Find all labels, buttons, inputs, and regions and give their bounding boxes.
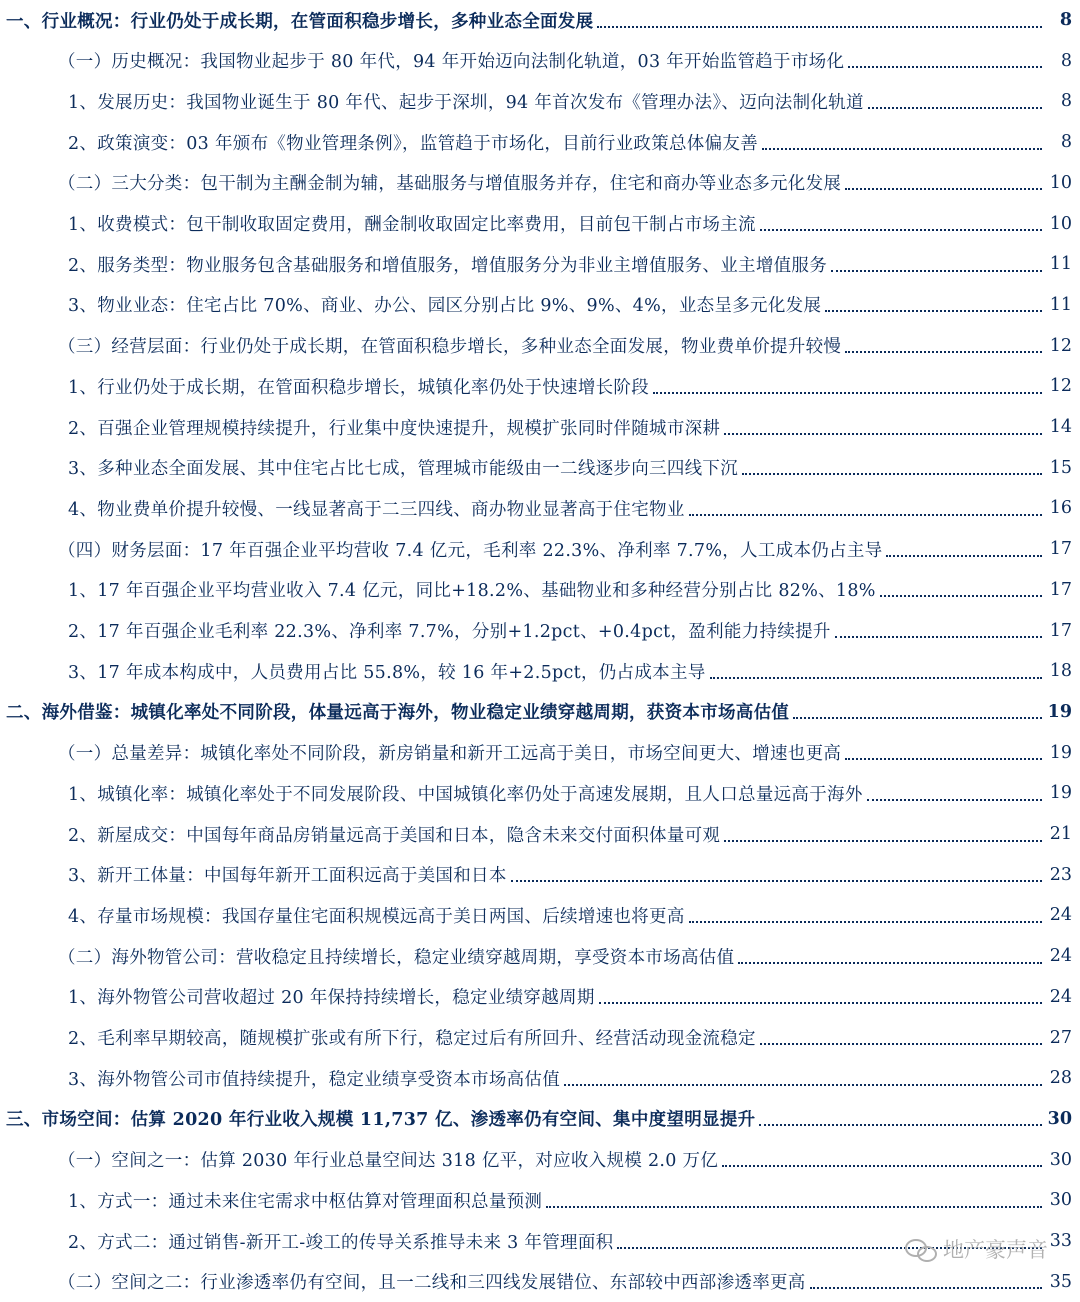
toc-entry-title: 1、发展历史：我国物业诞生于 80 年代、起步于深圳，94 年首次发布《管理办法》、迈向法制化轨道 — [68, 92, 864, 113]
toc-dot-leader — [845, 757, 1042, 760]
toc-entry[interactable] — [0, 1018, 1080, 1058]
toc-entry-title: 二、海外借鉴：城镇化率处不同阶段，体量远高于海外，物业稳定业绩穿越周期，获资本市场高估值 — [6, 703, 790, 724]
toc-dot-leader — [599, 1001, 1042, 1004]
toc-entry[interactable] — [0, 977, 1080, 1017]
toc-page-number: 11 — [1049, 254, 1072, 275]
toc-entry[interactable] — [0, 1140, 1080, 1180]
toc-page-number: 21 — [1049, 824, 1072, 844]
toc-page-number: 16 — [1049, 498, 1072, 519]
toc-page-number: 30 — [1047, 1108, 1072, 1129]
toc-dot-leader — [722, 1164, 1042, 1167]
toc-entry[interactable] — [0, 936, 1080, 976]
toc-page-number: 35 — [1049, 1271, 1072, 1292]
toc-entry-title: （一）总量差异：城镇化率处不同阶段，新房销量和新开工远高于美日，市场空间更大、增速也更高 — [58, 744, 842, 765]
toc-entry[interactable] — [0, 407, 1080, 447]
toc-dot-leader — [793, 716, 1042, 719]
toc-page-number: 11 — [1049, 294, 1072, 315]
toc-entry[interactable] — [0, 895, 1080, 935]
toc-entry[interactable] — [0, 1099, 1080, 1139]
toc-entry[interactable] — [0, 285, 1080, 325]
toc-entry[interactable] — [0, 692, 1080, 732]
toc-dot-leader — [511, 879, 1042, 882]
toc-entry[interactable] — [0, 163, 1080, 203]
watermark — [905, 1234, 1048, 1264]
toc-page-number: 28 — [1049, 1068, 1072, 1089]
toc-entry[interactable] — [0, 733, 1080, 773]
toc-entry[interactable] — [0, 366, 1080, 406]
toc-entry-title: 1、方式一：通过未来住宅需求中枢估算对管理面积总量预测 — [68, 1191, 543, 1212]
toc-dot-leader — [742, 472, 1042, 475]
toc-dot-leader — [886, 554, 1042, 557]
toc-dot-leader — [867, 798, 1042, 801]
toc-page-number: 8 — [1059, 10, 1072, 30]
toc-entry[interactable] — [0, 122, 1080, 162]
toc-page-number: 24 — [1049, 986, 1072, 1007]
toc-entry[interactable] — [0, 773, 1080, 813]
toc-entry-title: 2、服务类型：物业服务包含基础服务和增值服务，增值服务分为非业主增值服务、业主增值服务 — [68, 255, 828, 276]
toc-dot-leader — [653, 391, 1042, 394]
toc-entry-title: （三）经营层面：行业仍处于成长期，在管面积稳步增长，多种业态全面发展，物业费单价提升较慢 — [58, 337, 842, 358]
toc-dot-leader — [845, 187, 1042, 190]
toc-entry-title: 3、新开工体量：中国每年新开工面积远高于美国和日本 — [68, 866, 507, 887]
toc-entry-title: 2、17 年百强企业毛利率 22.3%、净利率 7.7%，分别+1.2pct、+0.4pct，盈利能力持续提升 — [68, 622, 831, 642]
toc-entry[interactable] — [0, 204, 1080, 244]
toc-entry-title: （二）三大分类：包干制为主酬金制为辅，基础服务与增值服务并存，住宅和商办等业态多元化发展 — [58, 174, 842, 195]
toc-entry[interactable] — [0, 855, 1080, 895]
toc-page-number: 17 — [1049, 579, 1072, 600]
toc-entry-title: （二）空间之二：行业渗透率仍有空间，且一二线和三四线发展错位、东部较中西部渗透率更高 — [58, 1273, 806, 1294]
toc-page-number: 19 — [1049, 742, 1072, 763]
toc-page-number: 15 — [1049, 457, 1072, 478]
toc-entry[interactable] — [0, 570, 1080, 610]
toc-entry[interactable] — [0, 1262, 1080, 1302]
toc-entry-title: 3、多种业态全面发展、其中住宅占比七成，管理城市能级由一二线逐步向三四线下沉 — [68, 459, 739, 480]
toc-entry[interactable] — [0, 0, 1080, 40]
toc-dot-leader — [689, 513, 1042, 516]
toc-entry-title: 2、新屋成交：中国每年商品房销量远高于美国和日本，隐含未来交付面积体量可观 — [68, 825, 721, 846]
toc-entry[interactable] — [0, 814, 1080, 854]
toc-dot-leader — [759, 1123, 1042, 1126]
toc-page-number: 12 — [1049, 335, 1072, 356]
toc-dot-leader — [831, 269, 1042, 272]
toc-dot-leader — [762, 147, 1042, 150]
toc-entry-title: 1、海外物管公司营收超过 20 年保持持续增长，稳定业绩穿越周期 — [68, 988, 595, 1009]
toc-dot-leader — [880, 594, 1042, 597]
toc-dot-leader — [810, 1286, 1042, 1289]
watermark-text: 地产豪声音 — [943, 1238, 1048, 1262]
toc-entry-title: 1、收费模式：包干制收取固定费用，酬金制收取固定比率费用，目前包干制占市场主流 — [68, 215, 756, 235]
toc-dot-leader — [738, 961, 1042, 964]
toc-page-number: 12 — [1049, 376, 1072, 397]
toc-entry-title: （一）空间之一：估算 2030 年行业总量空间达 318 亿平，对应收入规模 2.0 万亿 — [58, 1151, 719, 1172]
toc-dot-leader — [546, 1205, 1042, 1208]
toc-page-number: 17 — [1049, 620, 1072, 641]
toc-page-number: 8 — [1060, 50, 1072, 71]
toc-dot-leader — [845, 350, 1042, 353]
toc-entry-title: 一、行业概况：行业仍处于成长期，在管面积稳步增长，多种业态全面发展 — [6, 11, 594, 32]
toc-entry-title: 2、毛利率早期较高，随规模扩张或有所下行，稳定过后有所回升、经营活动现金流稳定 — [68, 1029, 756, 1049]
toc-entry-title: 1、17 年百强企业平均营业收入 7.4 亿元，同比+18.2%、基础物业和多种经营分别占比 82%、18% — [68, 581, 876, 602]
toc-dot-leader — [868, 106, 1042, 109]
toc-page-number: 19 — [1047, 701, 1072, 722]
toc-entry[interactable] — [0, 611, 1080, 651]
toc-entry-title: （一）历史概况：我国物业起步于 80 年代，94 年开始迈向法制化轨道，03 年开始监管趋于市场化 — [58, 52, 845, 73]
toc-page-number: 33 — [1049, 1231, 1072, 1251]
toc-dot-leader — [760, 1042, 1042, 1045]
toc-entry[interactable] — [0, 244, 1080, 284]
toc-dot-leader — [710, 676, 1042, 679]
toc-dot-leader — [760, 228, 1042, 231]
toc-page-number: 24 — [1049, 946, 1072, 967]
toc-entry-title: 2、方式二：通过销售-新开工-竣工的传导关系推导未来 3 年管理面积 — [68, 1232, 614, 1253]
toc-entry[interactable] — [0, 1180, 1080, 1220]
toc-entry-title: 3、海外物管公司市值持续提升，稳定业绩享受资本市场高估值 — [68, 1069, 561, 1090]
toc-entry[interactable] — [0, 651, 1080, 691]
toc-page-number: 30 — [1049, 1190, 1072, 1211]
toc-dot-leader — [724, 839, 1042, 842]
toc-entry-title: （二）海外物管公司：营收稳定且持续增长，稳定业绩穿越周期，享受资本市场高估值 — [58, 947, 735, 968]
toc-entry[interactable] — [0, 41, 1080, 81]
toc-entry-title: 2、政策演变：03 年颁布《物业管理条例》，监管趋于市场化，目前行业政策总体偏友善 — [68, 133, 759, 154]
toc-page-number: 23 — [1049, 864, 1072, 885]
toc-dot-leader — [825, 309, 1042, 312]
toc-page-number: 24 — [1049, 905, 1072, 926]
toc-dot-leader — [564, 1083, 1042, 1086]
toc-entry-title: 2、百强企业管理规模持续提升，行业集中度快速提升，规模扩张同时伴随城市深耕 — [68, 418, 721, 439]
toc-entry[interactable] — [0, 448, 1080, 488]
toc-page-number: 10 — [1049, 172, 1072, 193]
toc-entry-title: 4、存量市场规模：我国存量住宅面积规模远高于美日两国、后续增速也将更高 — [68, 906, 685, 927]
toc-dot-leader — [724, 432, 1042, 435]
toc-dot-leader — [597, 25, 1042, 28]
toc-page-number: 27 — [1049, 1027, 1072, 1048]
toc-dot-leader — [689, 920, 1042, 923]
toc-entry-title: （四）财务层面：17 年百强企业平均营收 7.4 亿元，毛利率 22.3%、净利率 7.7%，人工成本仍占主导 — [58, 540, 883, 561]
toc-page-number: 19 — [1049, 783, 1072, 804]
toc-page-number: 17 — [1049, 539, 1072, 560]
toc-entry-title: 三、市场空间：估算 2020 年行业收入规模 11,737 亿、渗透率仍有空间、集中度望明显提升 — [6, 1110, 756, 1131]
toc-entry-title: 1、城镇化率：城镇化率处于不同发展阶段、中国城镇化率仍处于高速发展期，且人口总量远高于海外 — [68, 784, 863, 805]
toc-entry-title: 3、17 年成本构成中，人员费用占比 55.8%，较 16 年+2.5pct，仍占成本主导 — [68, 662, 706, 683]
toc-entry[interactable] — [0, 81, 1080, 121]
toc-entry-title: 3、物业业态：住宅占比 70%、商业、办公、园区分别占比 9%、9%、4%，业态呈多元化发展 — [68, 296, 822, 317]
toc-page-number: 8 — [1060, 91, 1072, 112]
toc-entry[interactable] — [0, 488, 1080, 528]
toc-entry-title: 4、物业费单价提升较慢、一线显著高于二三四线、商办物业显著高于住宅物业 — [68, 499, 685, 520]
toc-dot-leader — [835, 635, 1042, 638]
toc-dot-leader — [848, 65, 1042, 68]
toc-entry[interactable] — [0, 529, 1080, 569]
toc-page-number: 18 — [1049, 661, 1072, 682]
toc-page-number: 8 — [1060, 132, 1072, 153]
toc-page-number: 14 — [1049, 417, 1072, 437]
wechat-icon — [905, 1237, 937, 1261]
toc-entry[interactable] — [0, 326, 1080, 366]
toc-entry[interactable] — [0, 1058, 1080, 1098]
toc-page-number: 30 — [1049, 1149, 1072, 1170]
toc-entry-title: 1、行业仍处于成长期，在管面积稳步增长，城镇化率仍处于快速增长阶段 — [68, 377, 650, 398]
toc-page-number: 10 — [1049, 213, 1072, 234]
